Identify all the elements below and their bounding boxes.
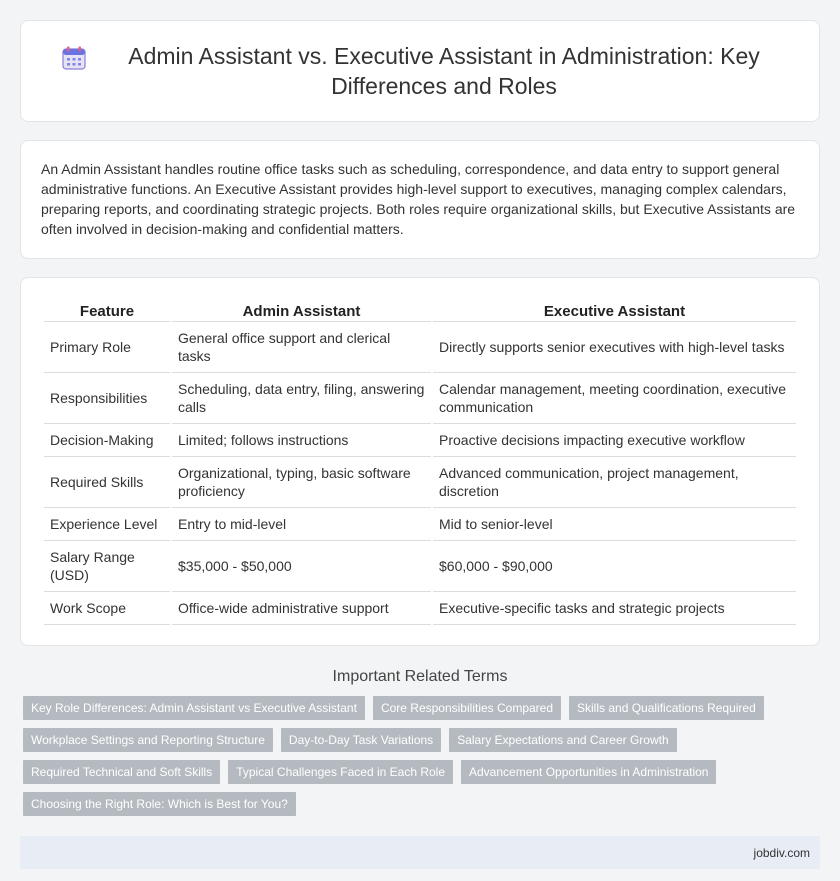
table-header-row — [44, 300, 796, 322]
row-feature: Responsibilities — [44, 373, 170, 424]
row-executive-value: Mid to senior-level — [433, 508, 796, 541]
row-executive-value: Directly supports senior executives with high-level tasks — [433, 322, 796, 373]
header-feature: Feature — [44, 300, 170, 322]
footer-site-link[interactable]: jobdiv.com — [753, 845, 810, 860]
related-terms-list — [20, 696, 820, 824]
related-term-tag[interactable]: Core Responsibilities Compared — [373, 696, 561, 720]
related-term-tag[interactable]: Salary Expectations and Career Growth — [449, 728, 676, 752]
row-feature: Experience Level — [44, 508, 170, 541]
related-term-tag[interactable]: Workplace Settings and Reporting Structure — [23, 728, 273, 752]
table-row — [44, 322, 796, 373]
table-row — [44, 424, 796, 457]
row-admin-value: $35,000 - $50,000 — [172, 541, 431, 592]
row-admin-value: Office-wide administrative support — [172, 592, 431, 625]
row-admin-value: Entry to mid-level — [172, 508, 431, 541]
row-executive-value: Proactive decisions impacting executive workflow — [433, 424, 796, 457]
header-admin-assistant: Admin Assistant — [172, 300, 431, 322]
footer — [20, 836, 820, 869]
table-row — [44, 457, 796, 508]
header-executive-assistant: Executive Assistant — [433, 300, 796, 322]
page-title: Admin Assistant vs. Executive Assistant in Administration: Key Differences and Roles — [128, 43, 760, 99]
row-admin-value: Limited; follows instructions — [172, 424, 431, 457]
intro-text: An Admin Assistant handles routine office tasks such as scheduling, correspondence, and data entry to support general administrative functions. An Executive Assistant provides high-level support to executives, managing complex calendars, preparing reports, and coordinating strategic projects. Both roles require organizational skills, but Executive Assistants are often involved in decision-making and confidential matters. — [41, 161, 796, 237]
row-executive-value: Executive-specific tasks and strategic projects — [433, 592, 796, 625]
row-feature: Primary Role — [44, 322, 170, 373]
row-admin-value: Scheduling, data entry, filing, answering calls — [172, 373, 431, 424]
row-feature: Required Skills — [44, 457, 170, 508]
row-admin-value: General office support and clerical tasks — [172, 322, 431, 373]
row-feature: Work Scope — [44, 592, 170, 625]
intro-card — [20, 140, 820, 259]
related-terms-title: Important Related Terms — [332, 668, 508, 685]
row-feature: Salary Range (USD) — [44, 541, 170, 592]
header-card — [20, 20, 820, 122]
table-row — [44, 592, 796, 625]
table-row — [44, 508, 796, 541]
table-row — [44, 373, 796, 424]
related-term-tag[interactable]: Key Role Differences: Admin Assistant vs Executive Assistant — [23, 696, 365, 720]
table-row — [44, 541, 796, 592]
row-executive-value: Advanced communication, project management, discretion — [433, 457, 796, 508]
title-wrap — [61, 41, 779, 101]
comparison-card — [20, 277, 820, 646]
related-term-tag[interactable]: Day-to-Day Task Variations — [281, 728, 441, 752]
related-term-tag[interactable]: Skills and Qualifications Required — [569, 696, 764, 720]
row-admin-value: Organizational, typing, basic software proficiency — [172, 457, 431, 508]
row-executive-value: $60,000 - $90,000 — [433, 541, 796, 592]
related-term-tag[interactable]: Choosing the Right Role: Which is Best for You? — [23, 792, 296, 816]
comparison-table — [42, 300, 798, 625]
related-term-tag[interactable]: Advancement Opportunities in Administration — [461, 760, 716, 784]
row-executive-value: Calendar management, meeting coordination, executive communication — [433, 373, 796, 424]
related-term-tag[interactable]: Required Technical and Soft Skills — [23, 760, 220, 784]
row-feature: Decision-Making — [44, 424, 170, 457]
related-term-tag[interactable]: Typical Challenges Faced in Each Role — [228, 760, 453, 784]
calendar-icon — [61, 45, 87, 71]
